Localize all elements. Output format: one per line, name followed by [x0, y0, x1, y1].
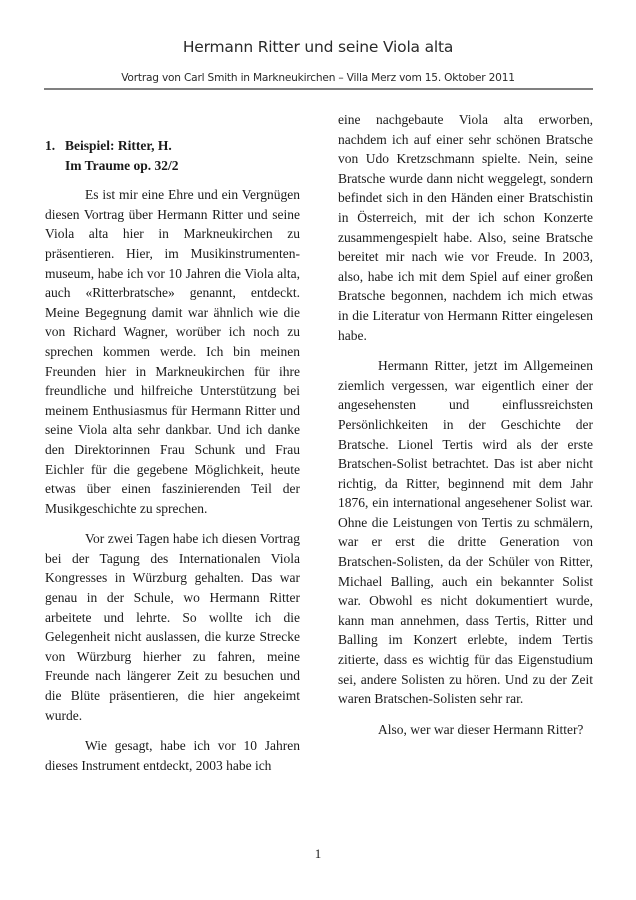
header-divider	[44, 88, 593, 90]
paragraph-continued: eine nachgebaute Viola alta erworben, nachdem ich auf einer sehr schönen Bratsche von Udo Kretzschmann spielte. Nein, seine Bratsche wurde dann nicht weggelegt, sondern befindet sich in den Händen einer Bratschistin in Österreich, mit der ich schon Konzerte zusammengespielt habe. Also, seine Bratsche bereitet mir nach wie vor Freude. In 2003, also, habe ich mit dem Spiel auf einer großen Bratsche begonnen, nachdem ich mich etwas in die Literatur von Hermann Ritter eingelesen habe.	[338, 112, 593, 343]
paragraph: Also, wer war dieser Hermann Ritter?	[378, 721, 584, 737]
left-column	[45, 136, 300, 786]
page-number: 1	[314, 846, 322, 861]
paragraph: Wie gesagt, habe ich vor 10 Jahren dieses Instrument entdeckt, 2003 habe ich	[45, 738, 300, 773]
document-subtitle: Vortrag von Carl Smith in Markneukirchen – Villa Merz vom 15. Oktober 2011	[121, 72, 515, 84]
example-heading	[45, 136, 300, 175]
right-column	[338, 110, 593, 750]
example-heading-line1: Beispiel: Ritter, H.	[65, 138, 172, 153]
paragraph: Es ist mir eine Ehre und ein Vergnügen diesen Vortrag über Hermann Ritter und seine Viola alta hier in Markneukirchen zu präsentieren. Hier, im Musikinstrumenten-museum, habe ich vor 10 Jahren die Viola alta, auch «Ritterbratsche» genannt, entdeckt. Meine Begegnung damit war ähnlich wie die von Richard Wagner, worüber ich noch zu sprechen kommen werde. Ich bin meinen Freunden hier in Markneukirchen für ihre freundliche und hilfreiche Unterstützung bei meinem Enthusiasmus für Hermann Ritter und seine Viola alta sehr dankbar. Und ich danke den Direktorinnen Frau Schunk und Frau Eichler für die gegebene Möglichkeit, heute etwas über einen faszinierenden Teil der Musikgeschichte zu sprechen.	[45, 187, 300, 516]
paragraph: Hermann Ritter, jetzt im Allgemeinen ziemlich vergessen, war eigentlich einer der angesehensten und einflussreichsten Persönlichkeiten in der Geschichte der Bratsche. Lionel Tertis wird als der erste Bratschen-Solist betrachtet. Das ist aber nicht richtig, da Ritter, beginnend mit dem Jahr 1876, ein international angesehener Solist war. Ohne die Leistungen von Tertis zu schmälern, war er erst die dritte Generation von Bratschen-Solisten, da der Schüler von Ritter, Michael Balling, auch ein bekannter Solist war. Obwohl es nicht dokumentiert wurde, kann man annehmen, dass Tertis, Ritter und Balling im Konzert erlebte, indem Tertis zitierte, dass es wichtig für das Eigenstudium sei, andere Solisten zu hören. Und zu der Zeit waren Bratschen-Solisten sehr rar.	[338, 358, 593, 707]
paragraph: Vor zwei Tagen habe ich diesen Vortrag bei der Tagung des Internationalen Viola Kongresses in Würzburg gehalten. Das war genau in der Schule, wo Hermann Ritter arbeitete und lehrte. So wollte ich die Gelegenheit nicht auslassen, die kurze Strecke von Würzburg hierher zu fahren, meine Freunde nach längerer Zeit zu besuchen und die Blüte präsentieren, die hier angekeimt wurde.	[45, 531, 300, 723]
example-number: 1.	[45, 138, 56, 153]
document-title: Hermann Ritter und seine Viola alta	[182, 38, 454, 56]
example-heading-line2: Im Traume op. 32/2	[65, 157, 179, 173]
